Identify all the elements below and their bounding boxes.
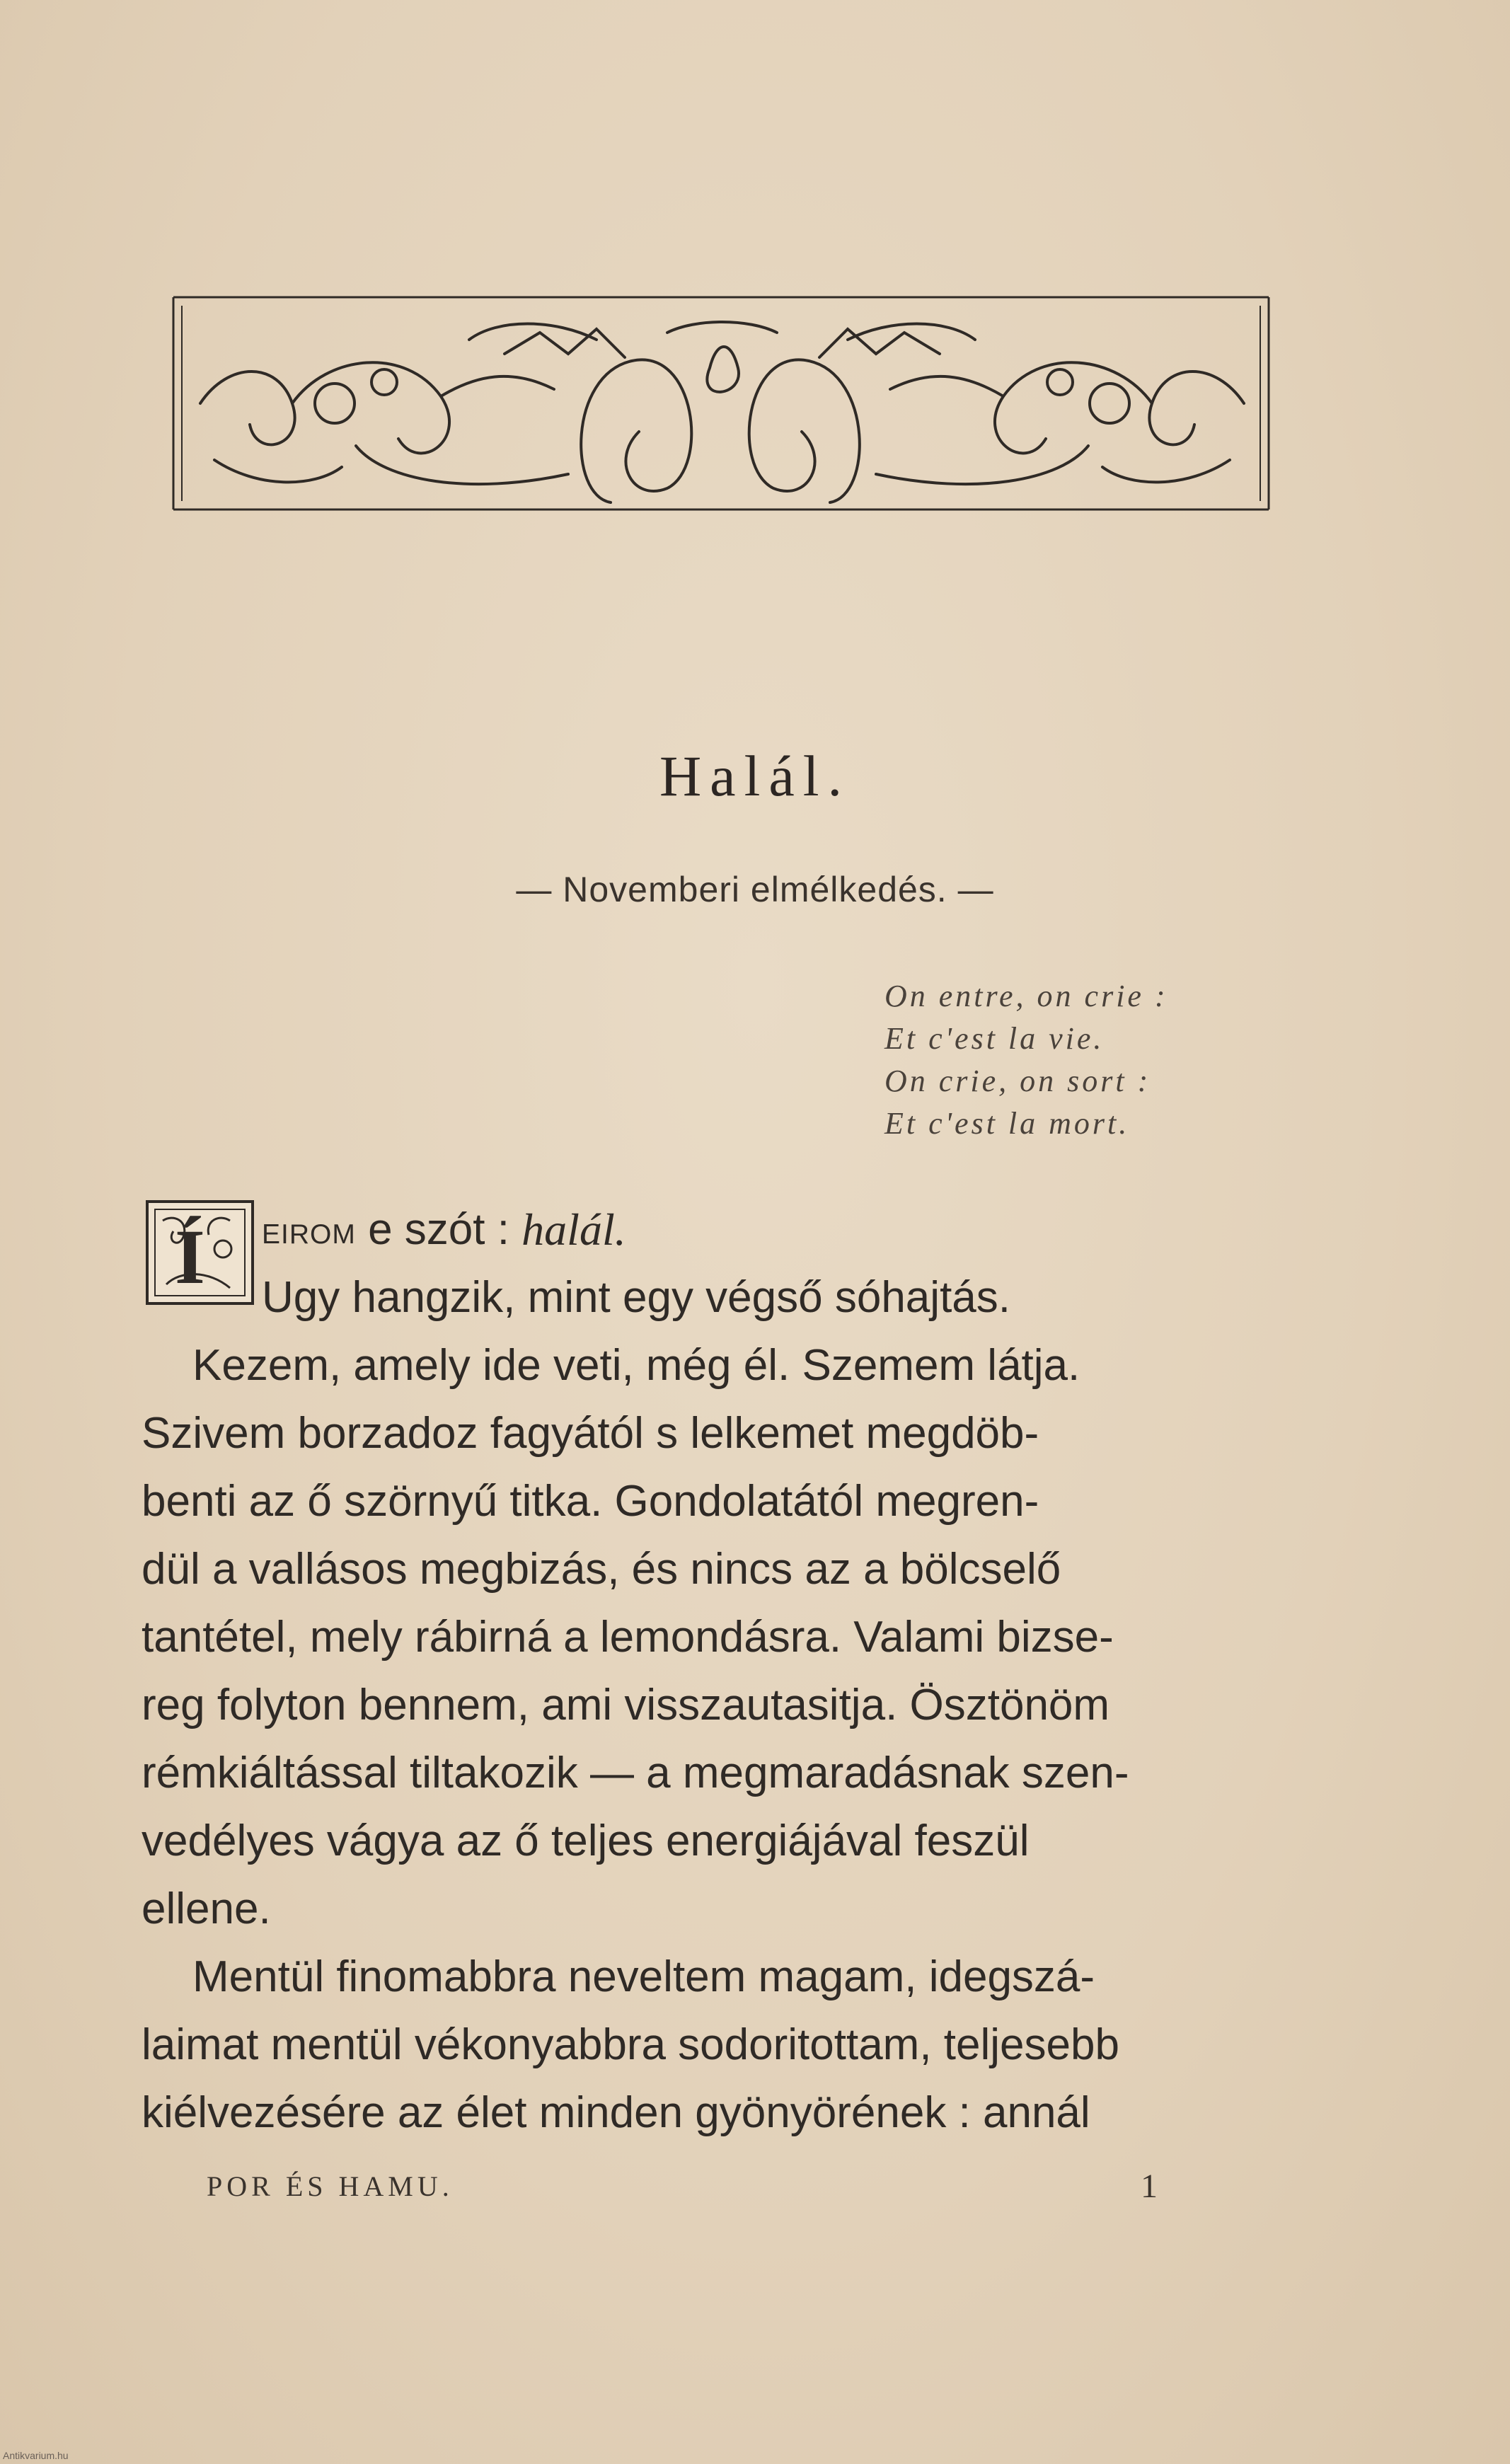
text-line: tantétel, mely rábirná a lemondásra. Valami bizse- [142, 1613, 1114, 1662]
svg-text:Í: Í [175, 1214, 205, 1300]
text-line: Szivem borzadoz fagyától s lelkemet megdöb- [142, 1409, 1039, 1458]
text-line: ellene. [142, 1884, 271, 1933]
epigraph-line: Et c'est la mort. [884, 1106, 1130, 1141]
ornamental-headpiece [172, 290, 1272, 517]
epigraph [884, 975, 1281, 1145]
text-line: benti az ő szörnyű titka. Gondolatától megren- [142, 1477, 1039, 1526]
text-line: reg folyton bennem, ami visszautasitja. Ösztönöm [142, 1681, 1110, 1729]
text-line: Ugy hangzik, mint egy végső sóhajtás. [262, 1273, 1010, 1322]
italic-word: halál. [521, 1204, 626, 1255]
signature-mark: POR ÉS HAMU. [207, 2170, 454, 2202]
body-text [142, 1196, 1302, 2147]
text-line [142, 1196, 1302, 1264]
text-line: rémkiáltással tiltakozik — a megmaradásnak szen- [142, 1749, 1129, 1797]
text-span: e szót : [355, 1205, 522, 1254]
text-line: Mentül finomabbra neveltem magam, idegszá- [192, 1952, 1095, 2001]
text-line: Kezem, amely ide veti, még él. Szemem látja. [192, 1341, 1080, 1390]
text-line: laimat mentül vékonyabbra sodoritottam, teljesebb [142, 2020, 1119, 2069]
epigraph-line: On entre, on crie : [884, 979, 1168, 1013]
text-line: vedélyes vágya az ő teljes energiájával feszül [142, 1817, 1030, 1865]
page-title: Halál. [659, 744, 851, 808]
subtitle: — Novemberi elmélkedés. — [516, 870, 994, 909]
epigraph-line: Et c'est la vie. [884, 1021, 1105, 1056]
watermark: Antikvarium.hu [3, 2450, 69, 2461]
smallcaps-word: eirom [262, 1207, 356, 1252]
epigraph-line: On crie, on sort : [884, 1064, 1151, 1098]
page-number: 1 [1141, 2167, 1158, 2205]
text-line: kiélvezésére az élet minden gyönyörének : annál [142, 2088, 1090, 2137]
text-line: dül a vallásos megbizás, és nincs az a bölcselő [142, 1545, 1061, 1594]
